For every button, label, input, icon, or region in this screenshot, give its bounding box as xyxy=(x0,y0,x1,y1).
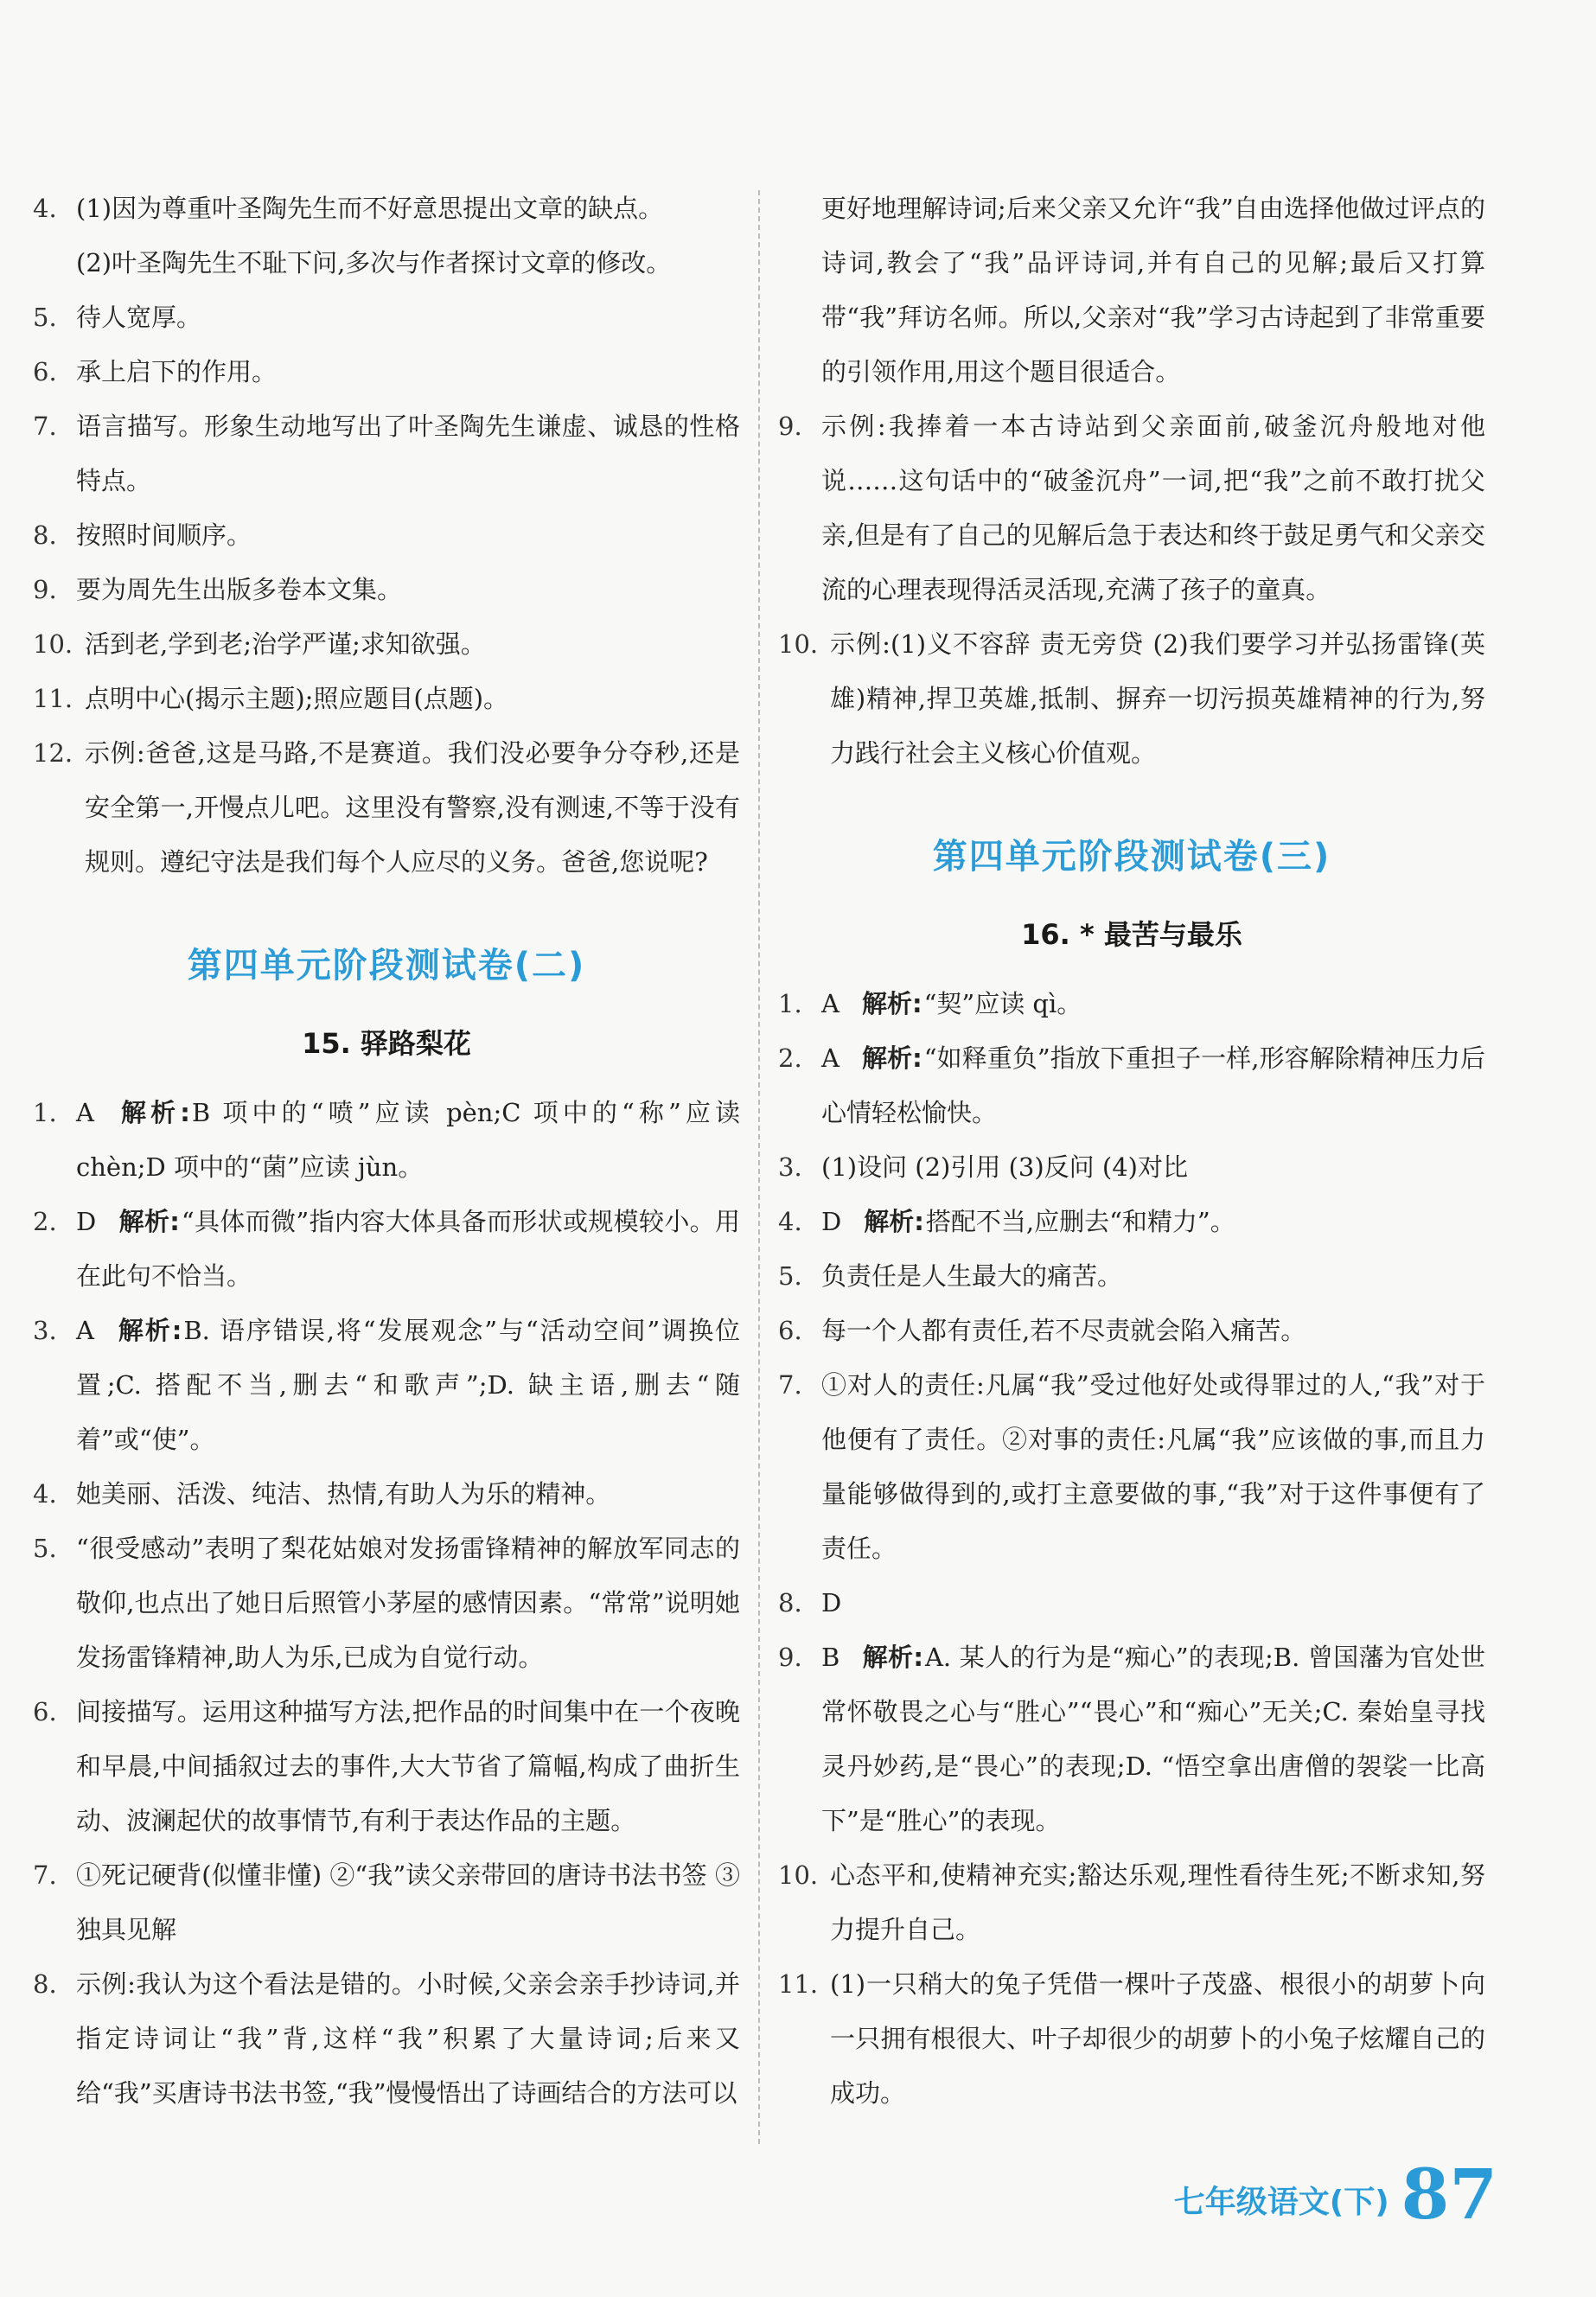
item-text: 她美丽、活泼、纯洁、热情,有助人为乐的精神。 xyxy=(76,1479,611,1509)
answer-item xyxy=(33,345,740,399)
item-number: 1. xyxy=(33,1098,57,1127)
answer-item xyxy=(33,726,740,890)
book-title: 七年级语文(下) xyxy=(1173,2185,1389,2220)
item-number: 6. xyxy=(33,1697,57,1726)
answer-item xyxy=(33,1957,740,2121)
item-text: “如释重负”指放下重担子一样,形容解除精神压力后心情轻松愉快。 xyxy=(821,1043,1485,1127)
answer-item xyxy=(33,1848,740,1957)
analysis-label: 解析: xyxy=(862,1643,923,1672)
answer-item xyxy=(33,399,740,508)
item-number: 7. xyxy=(33,412,57,441)
answer-subitem: (2)叶圣陶先生不耻下问,多次与作者探讨文章的修改。 xyxy=(76,248,672,278)
item-text: A. 某人的行为是“痴心”的表现;B. 曾国藩为官处世常怀敬畏之心与“胜心”“畏心”和“痴心”无关;C. 秦始皇寻找灵丹妙药,是“畏心”的表现;D. “悟空拿出唐僧的袈裟一比高下”是“胜心”的表现。 xyxy=(821,1643,1485,1835)
answer-item xyxy=(778,1630,1485,1848)
answer-item xyxy=(778,1304,1485,1358)
item-text: 示例:(1)义不容辞 责无旁贷 (2)我们要学习并弘扬雷锋(英雄)精神,捍卫英雄,抵制、摒弃一切污损英雄精神的行为,努力践行社会主义核心价值观。 xyxy=(830,629,1485,768)
answer-item xyxy=(33,617,740,672)
analysis-label: 解析: xyxy=(118,1207,180,1236)
item-number: 9. xyxy=(33,575,57,604)
answer-choice: D xyxy=(821,1207,842,1236)
item-number: 6. xyxy=(33,357,57,386)
item-number: 8. xyxy=(33,1969,57,1999)
item-number: 11. xyxy=(33,684,73,713)
item-number: 1. xyxy=(778,989,802,1018)
item-text: 按照时间顺序。 xyxy=(76,520,252,550)
item-text: 示例:我捧着一本古诗站到父亲面前,破釜沉舟般地对他说……这句话中的“破釜沉舟”一词,把“我”之前不敢打扰父亲,但是有了自己的见解后急于表达和终于鼓足勇气和父亲交流的心理表现得活灵活现,充满了孩子的童真。 xyxy=(821,412,1485,604)
item-text: (1)因为尊重叶圣陶先生而不好意思提出文章的缺点。 xyxy=(76,194,664,223)
item-number: 10. xyxy=(778,629,819,659)
answer-choice: B xyxy=(821,1643,840,1672)
answer-item xyxy=(778,1249,1485,1304)
section-title: 第四单元阶段测试卷(二) xyxy=(187,946,586,986)
column-divider xyxy=(758,190,760,2144)
item-text: D xyxy=(821,1588,842,1617)
item-number: 5. xyxy=(33,303,57,332)
answer-item xyxy=(33,290,740,345)
item-text: 每一个人都有责任,若不尽责就会陷入痛苦。 xyxy=(821,1316,1306,1345)
item-number: 9. xyxy=(778,412,802,441)
item-number: 10. xyxy=(33,629,73,659)
item-text: 待人宽厚。 xyxy=(76,303,202,332)
item-text: (1)一只稍大的兔子凭借一棵叶子茂盛、根很小的胡萝卜向一只拥有根很大、叶子却很少的胡萝卜的小兔子炫耀自己的成功。 xyxy=(830,1969,1485,2108)
right-column xyxy=(778,182,1485,2121)
item-number: 8. xyxy=(33,520,57,550)
answer-item xyxy=(33,508,740,563)
item-number: 4. xyxy=(33,194,57,223)
analysis-label: 解析: xyxy=(116,1098,190,1127)
answer-item xyxy=(33,1195,740,1304)
item-text: “契”应读 qì。 xyxy=(923,989,1082,1018)
item-text: 活到老,学到老;治学严谨;求知欲强。 xyxy=(85,629,486,659)
item-text: 搭配不当,应删去“和精力”。 xyxy=(925,1207,1235,1236)
item-text: 点明中心(揭示主题);照应题目(点题)。 xyxy=(85,684,509,713)
item-number: 12. xyxy=(33,738,73,768)
item-text: “具体而微”指内容大体具备而形状或规模较小。用在此句不恰当。 xyxy=(76,1207,740,1291)
answer-choice: A xyxy=(821,1043,839,1073)
item-text: ①对人的责任:凡属“我”受过他好处或得罪过的人,“我”对于他便有了责任。②对事的责任:凡属“我”应该做的事,而且力量能够做得到的,或打主意要做的事,“我”对于这件事便有了责任。 xyxy=(821,1370,1485,1563)
answer-item xyxy=(33,1086,740,1195)
item-text: 示例:爸爸,这是马路,不是赛道。我们没必要争分夺秒,还是安全第一,开慢点儿吧。这里没有警察,没有测速,不等于没有规则。遵纪守法是我们每个人应尽的义务。爸爸,您说呢? xyxy=(85,738,740,877)
item-number: 2. xyxy=(778,1043,802,1073)
answer-item xyxy=(778,1358,1485,1576)
item-text: “很受感动”表明了梨花姑娘对发扬雷锋精神的解放军同志的敬仰,也点出了她日后照管小茅屋的感情因素。“常常”说明她发扬雷锋精神,助人为乐,已成为自觉行动。 xyxy=(76,1534,740,1672)
answer-item-continued xyxy=(778,182,1485,399)
item-text: 更好地理解诗词;后来父亲又允许“我”自由选择他做过评点的诗词,教会了“我”品评诗词,并有自己的见解;最后又打算带“我”拜访名师。所以,父亲对“我”学习古诗起到了非常重要的引领作用,用这个题目很适合。 xyxy=(821,194,1485,386)
lesson-title: 15. 驿路梨花 xyxy=(302,1027,471,1060)
answer-item xyxy=(778,1195,1485,1249)
answer-item xyxy=(778,399,1485,617)
answer-item xyxy=(33,563,740,617)
item-number: 11. xyxy=(778,1969,819,1999)
answer-item xyxy=(33,1685,740,1848)
answer-item xyxy=(778,1031,1485,1140)
item-number: 9. xyxy=(778,1643,802,1672)
analysis-label: 解析: xyxy=(864,1207,924,1236)
answer-item xyxy=(33,1522,740,1685)
item-text: 要为周先生出版多卷本文集。 xyxy=(76,575,403,604)
page-footer xyxy=(1134,2151,1497,2235)
answer-choice: A xyxy=(821,989,839,1018)
item-number: 7. xyxy=(778,1370,802,1400)
item-number: 7. xyxy=(33,1860,57,1890)
answer-item xyxy=(778,977,1485,1031)
item-number: 8. xyxy=(778,1588,802,1617)
analysis-label: 解析: xyxy=(116,1316,182,1345)
page-number: 87 xyxy=(1401,2153,1497,2235)
answer-choice: A xyxy=(76,1316,94,1345)
item-text: (1)设问 (2)引用 (3)反问 (4)对比 xyxy=(821,1152,1188,1182)
item-text: ①死记硬背(似懂非懂) ②“我”读父亲带回的唐诗书法书签 ③独具见解 xyxy=(76,1860,740,1944)
item-number: 5. xyxy=(778,1261,802,1291)
answer-item xyxy=(778,1140,1485,1195)
item-number: 2. xyxy=(33,1207,57,1236)
item-text: 示例:我认为这个看法是错的。小时候,父亲会亲手抄诗词,并指定诗词让“我”背,这样“我”积累了大量诗词;后来又给“我”买唐诗书法书签,“我”慢慢悟出了诗画结合的方法可以 xyxy=(76,1969,740,2108)
item-text: 负责任是人生最大的痛苦。 xyxy=(821,1261,1123,1291)
item-number: 10. xyxy=(778,1860,819,1890)
left-column xyxy=(33,182,740,2121)
answer-item xyxy=(33,182,740,236)
answer-item xyxy=(778,1957,1485,2121)
item-number: 5. xyxy=(33,1534,57,1563)
item-text: 心态平和,使精神充实;豁达乐观,理性看待生死;不断求知,努力提升自己。 xyxy=(830,1860,1485,1944)
item-number: 6. xyxy=(778,1316,802,1345)
item-text: B. 语序错误,将“发展观念”与“活动空间”调换位置;C. 搭配不当,删去“和歌声”;D. 缺主语,删去“随着”或“使”。 xyxy=(76,1316,740,1454)
lesson-title: 16. * 最苦与最乐 xyxy=(1021,918,1242,951)
answer-item xyxy=(778,1576,1485,1630)
item-text: 承上启下的作用。 xyxy=(76,357,278,386)
item-number: 4. xyxy=(33,1479,57,1509)
item-text: 间接描写。运用这种描写方法,把作品的时间集中在一个夜晚和早晨,中间插叙过去的事件,大大节省了篇幅,构成了曲折生动、波澜起伏的故事情节,有利于表达作品的主题。 xyxy=(76,1697,740,1835)
analysis-label: 解析: xyxy=(861,989,922,1018)
answer-item xyxy=(778,617,1485,781)
item-number: 3. xyxy=(33,1316,57,1345)
answer-item xyxy=(778,1848,1485,1957)
answer-item xyxy=(33,1467,740,1522)
item-number: 4. xyxy=(778,1207,802,1236)
item-text: B 项中的“喷”应读 pèn;C 项中的“称”应读 chèn;D 项中的“菌”应读 jùn。 xyxy=(76,1098,740,1182)
item-text: 语言描写。形象生动地写出了叶圣陶先生谦虚、诚恳的性格特点。 xyxy=(76,412,740,495)
analysis-label: 解析: xyxy=(861,1043,922,1073)
answer-item xyxy=(33,1304,740,1467)
section-title: 第四单元阶段测试卷(三) xyxy=(932,837,1331,877)
answer-item xyxy=(33,672,740,726)
item-number: 3. xyxy=(778,1152,802,1182)
answer-choice: D xyxy=(76,1207,97,1236)
answer-choice: A xyxy=(76,1098,94,1127)
